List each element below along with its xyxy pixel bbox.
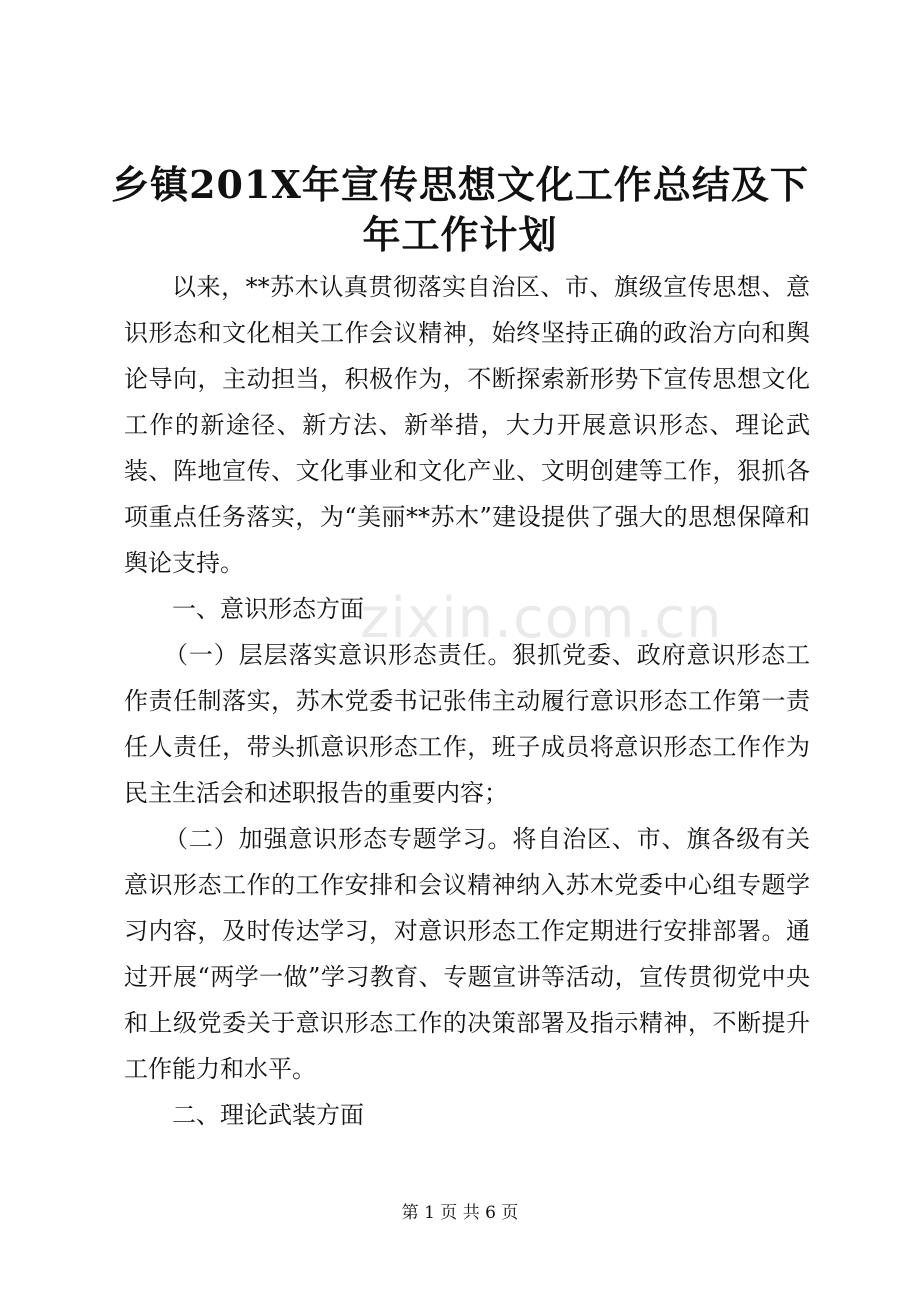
page-footer	[0, 1198, 920, 1223]
document-title: 乡镇201X年宣传思想文化工作总结及下年工作计划	[111, 162, 809, 257]
subsection-paragraph-1: （一）层层落实意识形态责任。狠抓党委、政府意识形态工作责任制落实，苏木党委书记张伟主动履行意识形态工作第一责任人责任，带头抓意识形态工作，班子成员将意识形态工作作为民主生活会和述职报告的重要内容；	[124, 641, 810, 807]
section-heading-1: 一、意识形态方面	[172, 595, 364, 623]
document-body	[124, 264, 810, 1138]
watermark: zixin.com.cn	[360, 586, 723, 651]
page-number: 第 1 页 共 6 页	[401, 1203, 519, 1223]
subsection-paragraph-2: （二）加强意识形态专题学习。将自治区、市、旗各级有关意识形态工作的工作安排和会议精神纳入苏木党委中心组专题学习内容，及时传达学习，对意识形态工作定期进行安排部署。通过开展“两学一做”学习教育、专题宣讲等活动，宣传贯彻党中央和上级党委关于意识形态工作的决策部署及指示精神，不断提升工作能力和水平。	[124, 825, 810, 1083]
intro-paragraph: 以来，**苏木认真贯彻落实自治区、市、旗级宣传思想、意识形态和文化相关工作会议精神，始终坚持正确的政治方向和舆论导向，主动担当，积极作为，不断探索新形势下宣传思想文化工作的新途径、新方法、新举措，大力开展意识形态、理论武装、阵地宣传、文化事业和文化产业、文明创建等工作，狠抓各项重点任务落实，为“美丽**苏木”建设提供了强大的思想保障和舆论支持。	[124, 273, 810, 577]
section-heading-2: 二、理论武装方面	[172, 1101, 364, 1129]
